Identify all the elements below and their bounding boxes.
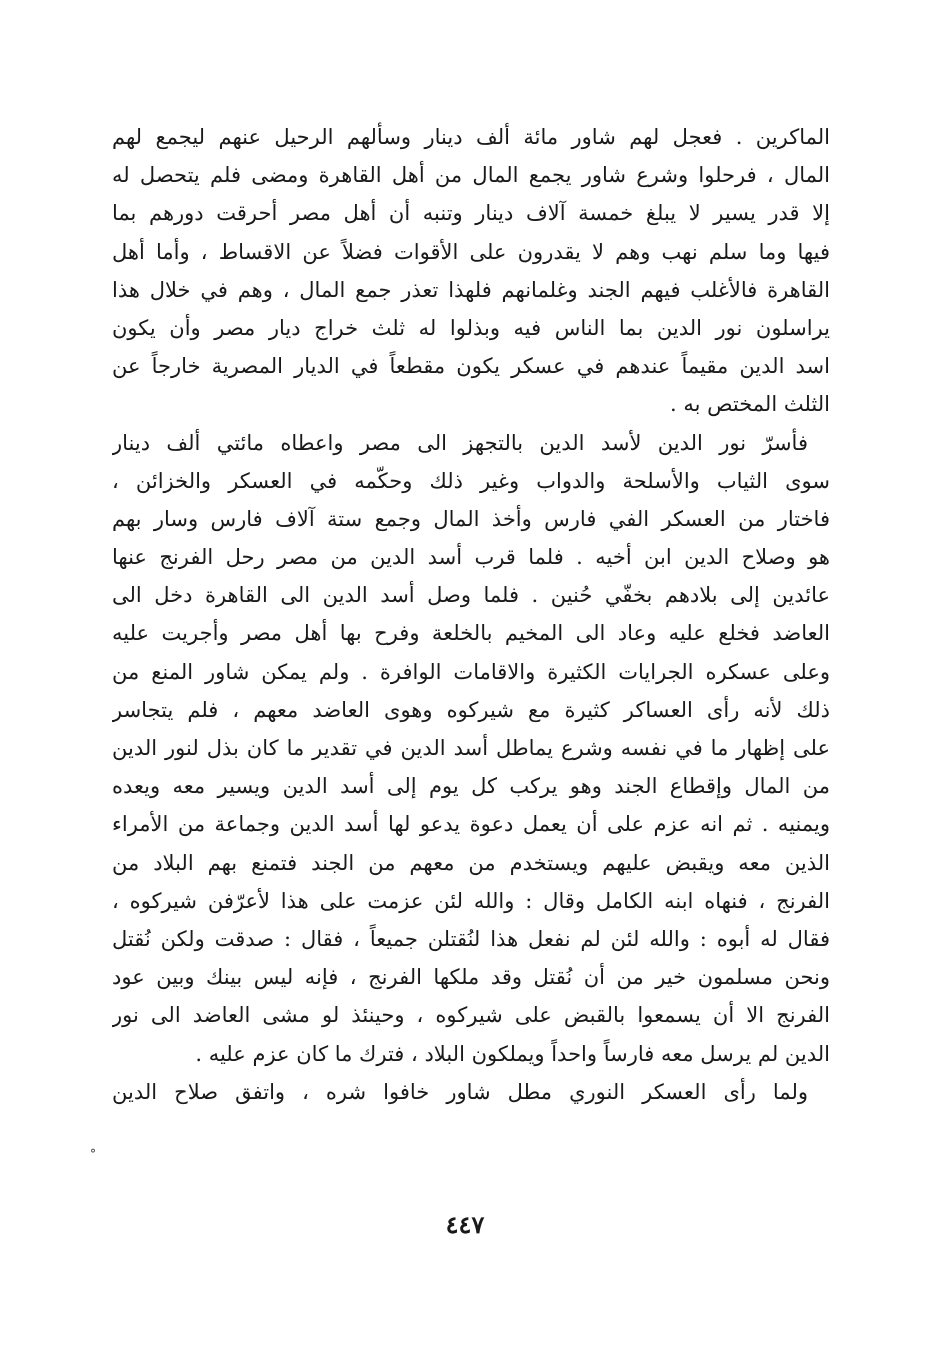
text-line-7: اسد الدين مقيماً عندهم في عسكر يكون مقطعاً في الديار المصرية خارجاً عن: [112, 354, 830, 379]
text-line-9: فأسرّ نور الدين لأسد الدين بالتجهز الى مصر واعطاه مائتي ألف دينار: [112, 430, 808, 455]
text-line-13: عائدين إلى بلادهم بخفّي حُنين . فلما وصل أسد الدين الى القاهرة دخل الى: [112, 583, 830, 608]
text-line-20: الذين معه ويقبض عليهم ويستخدم من معهم من الجند فتمنع بهم البلاد من: [112, 850, 830, 875]
text-line-17: على إظهار ما في نفسه وشرع يماطل أسد الدين في تقدير ما كان بذل لنور الدين: [112, 736, 830, 760]
page-number: ٤٤٧: [445, 1210, 485, 1239]
text-line-14: العاضد فخلع عليه وعاد الى المخيم بالخلعة وفرح بها أهل مصر وأجريت عليه: [112, 621, 830, 646]
text-line-25: الدين لم يرسل معه فارساً واحداً ويملكون البلاد ، فترك ما كان عزم عليه .: [195, 1041, 830, 1066]
text-line-19: ويمنيه . ثم انه عزم على أن يعمل دعوة يدعو لها أسد الدين وجماعة من الأمراء: [112, 812, 830, 837]
text-line-2: المال ، فرحلوا وشرع شاور يجمع المال من أهل القاهرة ومضى فلم يتحصل له: [112, 163, 830, 188]
text-line-4: فيها وما سلم نهب وهم لا يقدرون على الأقوات فضلاً عن الاقساط ، وأما أهل: [112, 239, 830, 264]
text-line-23: ونحن مسلمون خير من أن نُقتل وقد ملكها الفرنج ، فإنه ليس بينك وبين عود: [112, 965, 830, 990]
text-line-3: إلا قدر يسير لا يبلغ خمسة آلاف دينار وتنبه أن أهل مصر أحرقت دورهم بما: [112, 201, 830, 226]
text-line-18: من المال وإقطاع الجند وهو يركب كل يوم إلى أسد الدين ويسير معه ويعده: [112, 774, 830, 799]
margin-mark-icon: °: [90, 1147, 96, 1161]
text-line-11: فاختار من العسكر الفي فارس وأخذ المال وجمع ستة آلاف فارس وسار بهم: [112, 506, 830, 531]
text-line-8: الثلث المختص به .: [670, 392, 830, 417]
text-line-22: فقال له أبوه : والله لئن لم نفعل هذا لنُقتلن جميعاً ، فقال : صدقت ولكن نُقتل: [112, 926, 830, 951]
text-line-16: ذلك لأنه رأى العساكر كثيرة مع شيركوه وهوى العاضد معهم ، فلم يتجاسر: [112, 697, 830, 722]
body-text: [112, 118, 830, 1111]
text-line-12: هو وصلاح الدين ابن أخيه . فلما قرب أسد الدين من مصر رحل الفرنج عنها: [112, 545, 830, 570]
text-line-21: الفرنج ، فنهاه ابنه الكامل وقال : والله لئن عزمت على هذا لأعرّفن شيركوه ،: [112, 888, 830, 913]
text-line-1: الماكرين . فعجل لهم شاور مائة ألف دينار وسألهم الرحيل عنهم ليجمع لهم: [112, 125, 830, 149]
text-line-10: سوى الثياب والأسلحة والدواب وغير ذلك وحكّمه في العسكر والخزائن ،: [112, 468, 830, 493]
text-line-24: الفرنج الا أن يسمعوا بالقبض على شيركوه ، وحينئذ لو مشى العاضد الى نور: [112, 1003, 830, 1028]
text-line-6: يراسلون نور الدين بما الناس فيه وبذلوا له ثلث خراج ديار مصر وأن يكون: [112, 315, 830, 340]
text-line-26: ولما رأى العسكر النوري مطل شاور خافوا شره ، واتفق صلاح الدين: [112, 1079, 808, 1104]
text-line-15: وعلى عسكره الجرايات الكثيرة والاقامات الوافرة . ولم يمكن شاور المنع من: [112, 659, 830, 684]
text-line-5: القاهرة فالأغلب فيهم الجند وغلمانهم فلهذا تعذر جمع المال ، وهم في خلال هذا: [112, 277, 830, 302]
